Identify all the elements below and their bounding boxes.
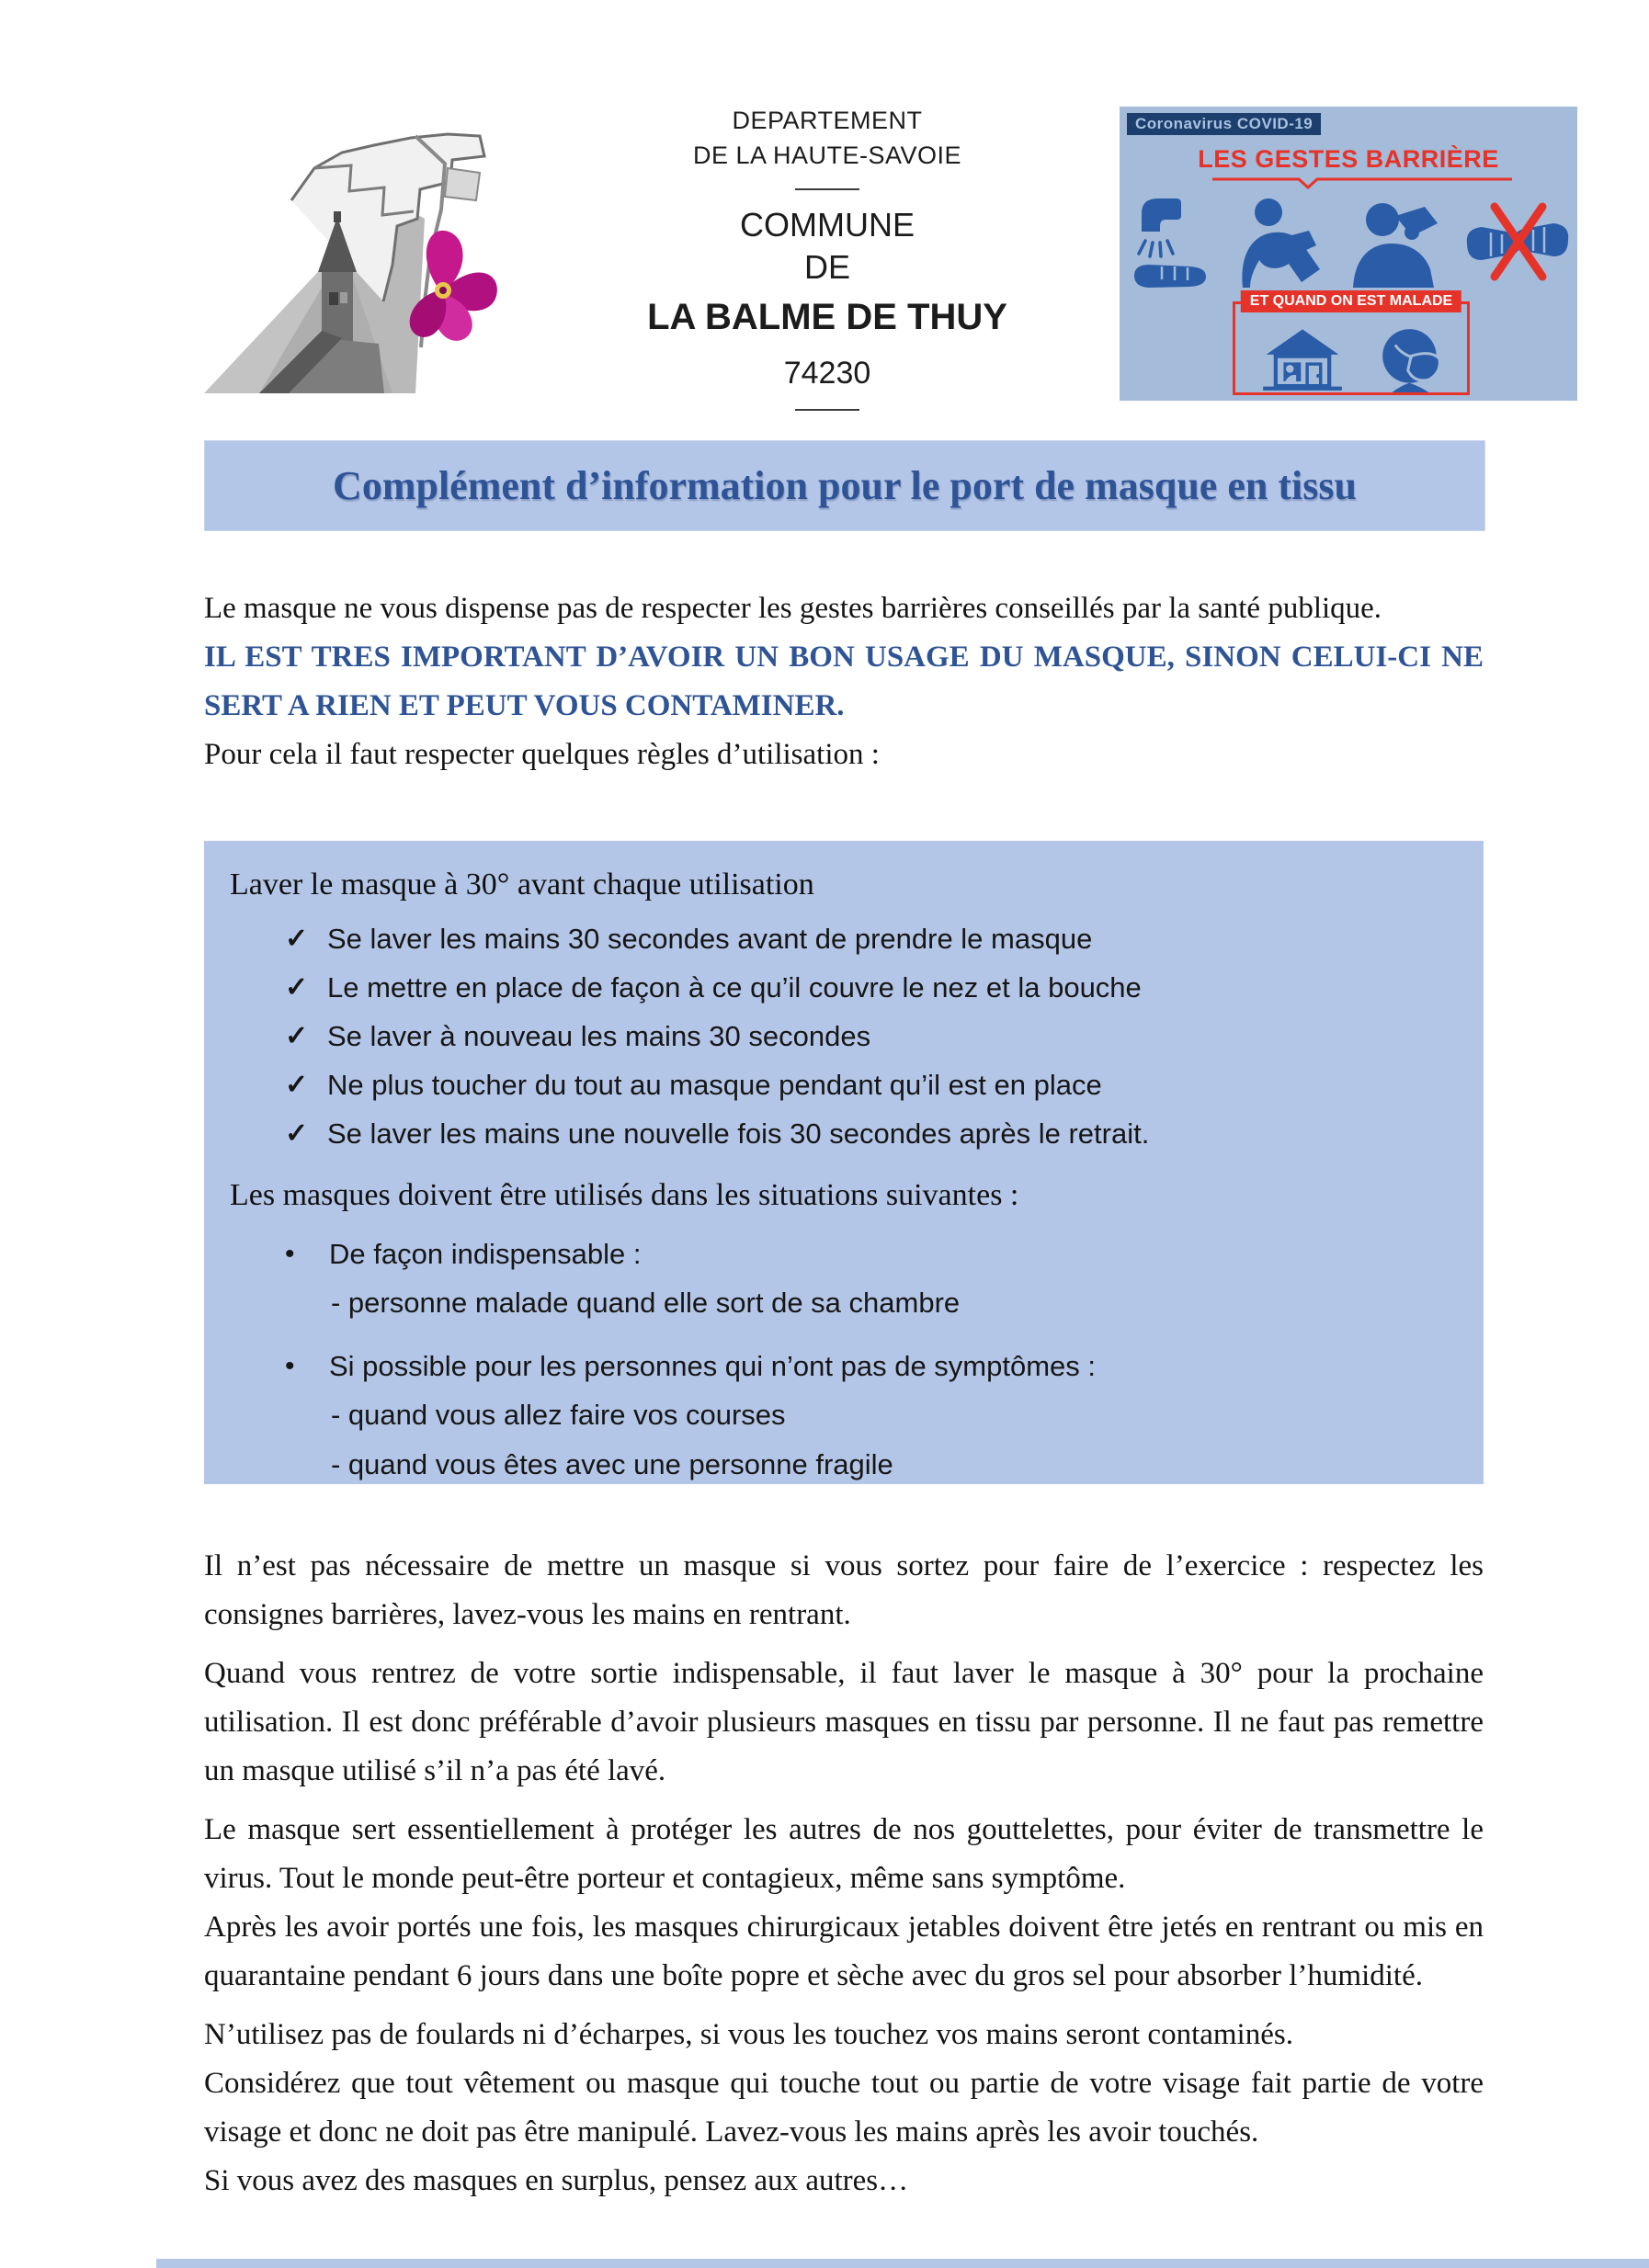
checkmark-icon: ✓ — [285, 1118, 309, 1149]
gesture-icons-row — [1129, 191, 1572, 292]
bullet-item — [285, 1230, 1452, 1278]
sub-item: - quand vous allez faire vos courses — [331, 1399, 786, 1431]
title-banner — [204, 440, 1485, 531]
paragraph-line: Après les avoir portés une fois, les masques chirurgicaux jetables doivent être jetés en rentrant ou mis en quarantaine pendant 6 jours dans une boîte popre et sèche avec du gros sel pour absorber l’humidité. — [204, 1911, 1484, 1992]
covid-badge: Coronavirus COVID-19 — [1127, 113, 1321, 135]
commune-line2: DE — [803, 248, 850, 286]
bullet-item — [285, 1343, 1452, 1390]
covid-gestures-poster — [1120, 107, 1577, 401]
bullet-label: Si possible pour les personnes qui n’ont pas de symptômes : — [329, 1350, 1097, 1382]
commune-line1: COMMUNE — [740, 206, 915, 244]
checkmark-icon: ✓ — [285, 924, 309, 954]
page-bottom-strip — [156, 2259, 1649, 2268]
checkmark-icon: ✓ — [285, 1070, 309, 1100]
check-item — [285, 1118, 1452, 1150]
bullet-group — [230, 1230, 1452, 1328]
important-notice: IL EST TRES IMPORTANT D’AVOIR UN BON USAGE DU MASQUE, SINON CELUI-CI NE SERT A RIEN ET PEUT VOUS CONTAMINER. — [204, 641, 1484, 722]
wash-heading: Laver le masque à 30° avant chaque utilisation — [230, 868, 814, 902]
paragraph-line: Si vous avez des masques en surplus, pensez aux autres… — [204, 2164, 909, 2197]
divider-line — [795, 188, 859, 190]
body-paragraph-scarves — [204, 2011, 1484, 2206]
checkmark-icon: ✓ — [285, 1021, 309, 1051]
wear-mask-icon — [1376, 324, 1448, 392]
body-paragraph-protection — [204, 1806, 1484, 2001]
wash-hands-icon — [1129, 191, 1213, 292]
paragraph-line: Considérez que tout vêtement ou masque qui touche tout ou partie de votre visage fait partie de votre visage et donc ne doit pas être manipulé. Lavez-vous les mains après les avoir touchés. — [204, 2067, 1484, 2149]
blow-nose-icon — [1346, 196, 1449, 288]
header-center — [552, 103, 1103, 425]
check-item — [285, 924, 1452, 955]
body-copy — [204, 1542, 1484, 2216]
situations-heading: Les masques doivent être utilisés dans les situations suivantes : — [230, 1178, 1019, 1212]
paragraph-line: N’utilisez pas de foulards ni d’écharpes, si vous les touchez vos mains seront contaminés. — [204, 2018, 1293, 2051]
check-item — [285, 1021, 1452, 1052]
check-item — [285, 1070, 1452, 1101]
check-item-text: Se laver les mains une nouvelle fois 30 secondes après le retrait. — [327, 1117, 1150, 1150]
page-title: Complément d’information pour le port de masque en tissu — [333, 463, 1357, 508]
mask-rules-box — [204, 841, 1484, 1484]
when-sick-box — [1233, 293, 1470, 395]
check-item-text: Se laver à nouveau les mains 30 secondes — [327, 1020, 871, 1052]
intro-paragraph: Le masque ne vous dispense pas de respecter les gestes barrières conseillés par la santé publique. — [204, 592, 1382, 625]
check-item — [285, 972, 1452, 1004]
stay-home-icon — [1255, 326, 1350, 392]
commune-logo — [204, 81, 517, 393]
bullet-icon: • — [285, 1351, 295, 1381]
check-item-text: Ne plus toucher du tout au masque pendant qu’il est en place — [327, 1069, 1102, 1101]
cough-elbow-icon — [1228, 196, 1331, 288]
department-line1: DEPARTEMENT — [732, 107, 923, 134]
check-item-text: Le mettre en place de façon à ce qu’il couvre le nez et la bouche — [327, 971, 1142, 1004]
check-list — [230, 924, 1452, 1150]
no-handshake-icon — [1463, 196, 1572, 288]
sub-item: - quand vous êtes avec une personne fragile — [331, 1448, 893, 1480]
body-paragraph-washing: Quand vous rentrez de votre sortie indispensable, il faut laver le masque à 30° pour la prochaine utilisation. Il est donc préférable d’avoir plusieurs masques en tissu par personne. Il ne faut pas remettre un masque utilisé s’il n’a pas été lavé. — [204, 1657, 1484, 1787]
department-line2: DE LA HAUTE-SAVOIE — [692, 142, 962, 169]
postal-code: 74230 — [783, 356, 871, 391]
bullet-group — [230, 1343, 1452, 1490]
bullet-icon: • — [285, 1239, 295, 1269]
check-item-text: Se laver les mains 30 secondes avant de prendre le masque — [327, 923, 1093, 955]
rules-lead-in: Pour cela il faut respecter quelques règles d’utilisation : — [204, 738, 880, 771]
title-underline-arrow — [1211, 176, 1514, 189]
when-sick-label: ET QUAND ON EST MALADE — [1241, 290, 1461, 312]
checkmark-icon: ✓ — [285, 972, 309, 1003]
sub-item: - personne malade quand elle sort de sa chambre — [331, 1287, 961, 1319]
bullet-label: De façon indispensable : — [329, 1238, 642, 1270]
divider-line — [795, 409, 859, 411]
commune-name: LA BALME DE THUY — [647, 297, 1007, 337]
paragraph-line: Le masque sert essentiellement à protéger les autres de nos gouttelettes, pour éviter de transmettre le virus. Tout le monde peut-être porteur et contagieux, même sans symptôme. — [204, 1813, 1484, 1895]
body-paragraph-exercise: Il n’est pas nécessaire de mettre un masque si vous sortez pour faire de l’exercice : respectez les consignes barrières, lavez-vous les mains en rentrant. — [204, 1549, 1484, 1631]
intro-section — [204, 584, 1484, 779]
poster-title: LES GESTES BARRIÈRE — [1198, 145, 1499, 173]
